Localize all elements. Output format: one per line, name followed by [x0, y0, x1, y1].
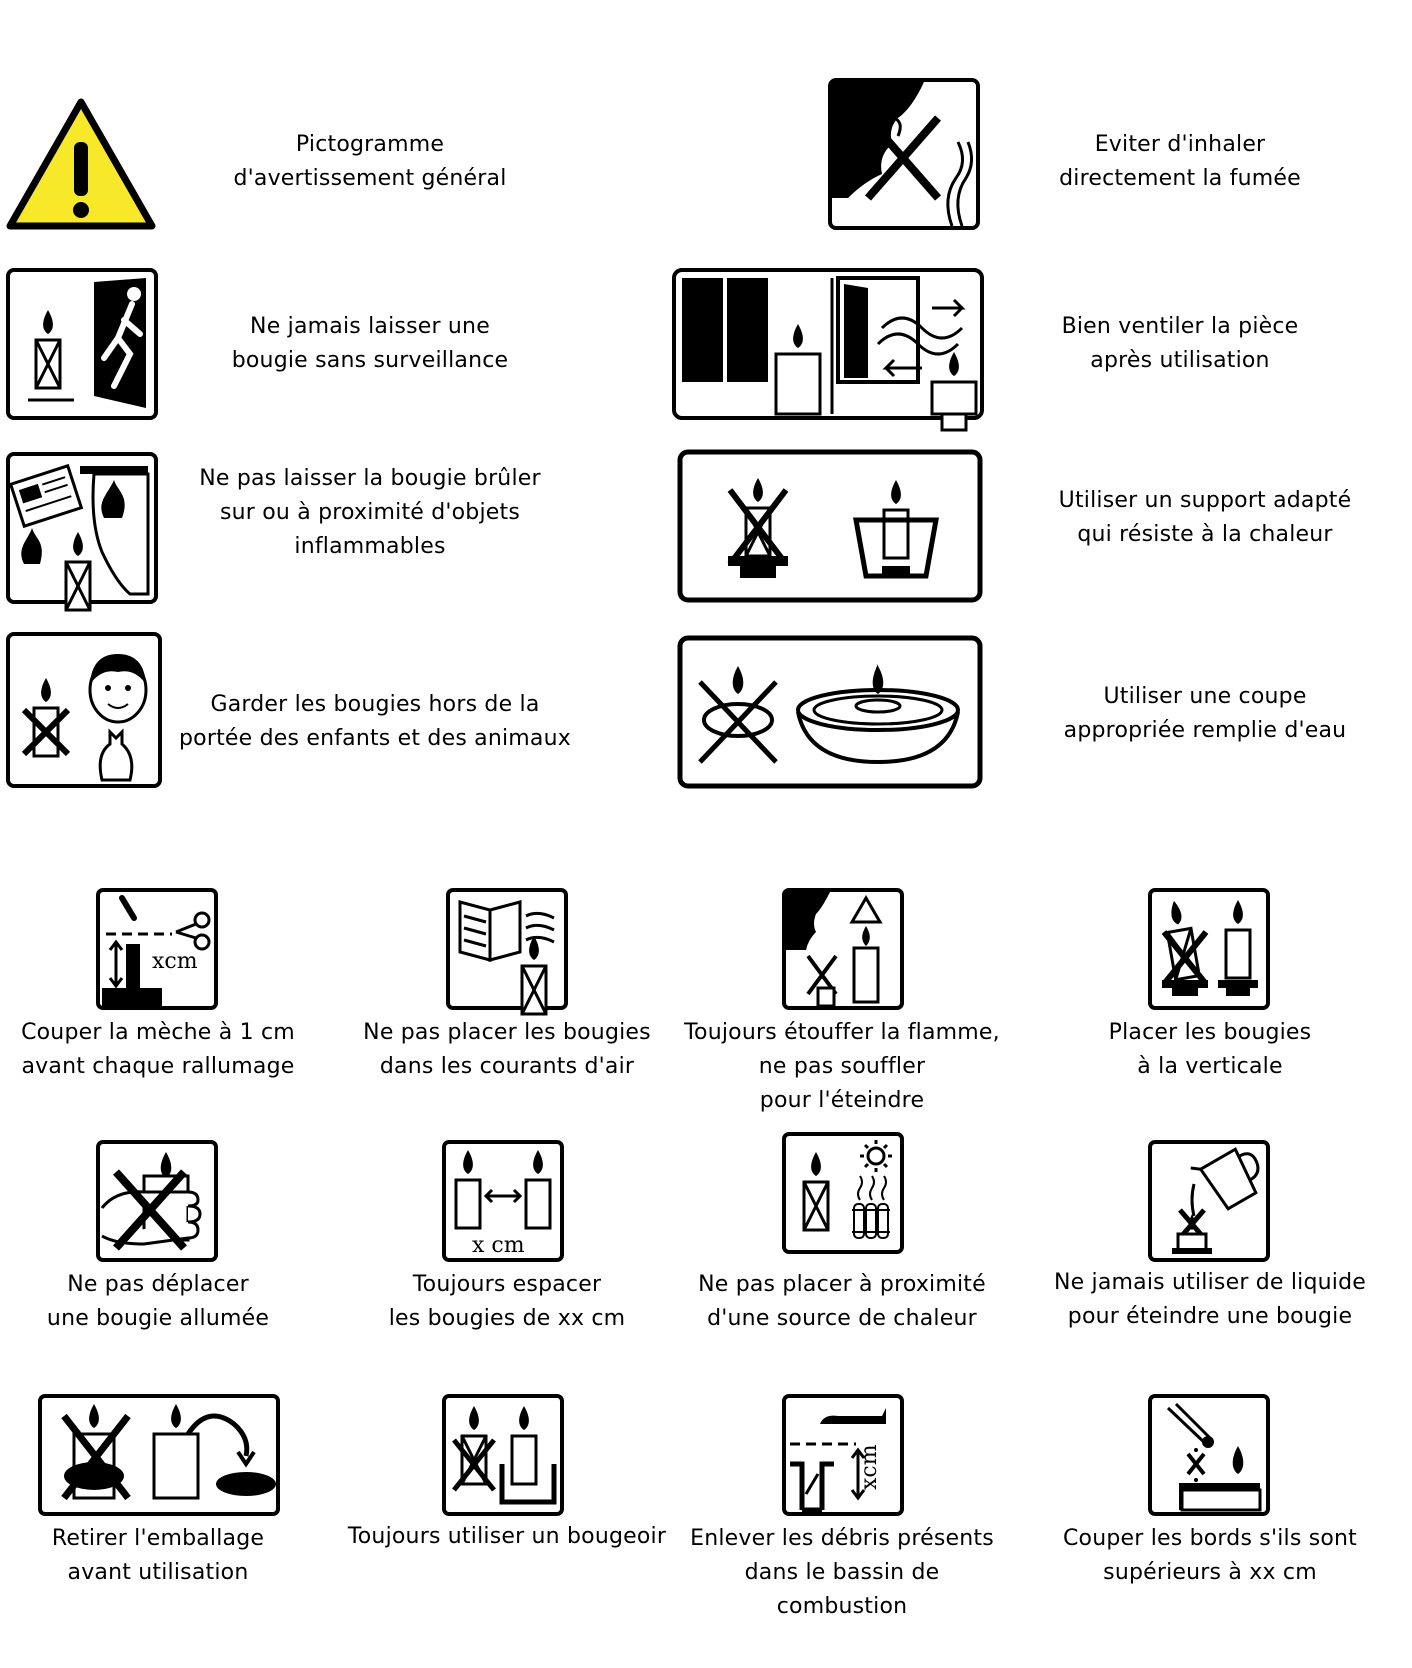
- spacing-icon: [442, 1140, 564, 1262]
- remove-packaging-label: Retirer l'emballage avant utilisation: [51, 1526, 265, 1585]
- place-upright-icon: [1148, 888, 1270, 1010]
- spacing-label: Toujours espacer les bougies de xx cm: [388, 1272, 626, 1331]
- remove-debris-label: Enlever les débris présents dans le bassin de combustion: [690, 1526, 994, 1619]
- general-warning-label: Pictogramme d'avertissement général: [233, 132, 507, 191]
- use-holder-icon: [442, 1394, 564, 1516]
- no-liquid-label: Ne jamais utiliser de liquide pour éteindre une bougie: [1053, 1270, 1367, 1329]
- do-not-move-lit-icon: [96, 1140, 218, 1262]
- trim-wick-icon: [96, 888, 218, 1010]
- no-heat-source-icon: [782, 1132, 904, 1254]
- flammable-objects-label: Ne pas laisser la bougie brûler sur ou à proximité d'objets inflammables: [199, 466, 541, 559]
- no-liquid-icon: [1148, 1140, 1270, 1262]
- no-drafts-label: Ne pas placer les bougies dans les courants d'air: [363, 1020, 651, 1079]
- no-heat-source-label: Ne pas placer à proximité d'une source de chaleur: [698, 1272, 986, 1331]
- never-leave-unattended-icon: [6, 268, 158, 420]
- remove-debris-icon: [782, 1394, 904, 1516]
- water-bowl-icon: [678, 636, 982, 788]
- never-leave-unattended-label: Ne jamais laisser une bougie sans surveillance: [231, 314, 509, 373]
- smother-flame-icon: [782, 888, 904, 1010]
- use-holder-label: Toujours utiliser un bougeoir: [347, 1524, 667, 1549]
- remove-packaging-icon: [38, 1394, 280, 1516]
- spacing-icon-text: x cm: [472, 1233, 525, 1258]
- ventilate-room-label: Bien ventiler la pièce après utilisation: [1061, 314, 1299, 373]
- flammable-objects-icon: [6, 452, 158, 604]
- trim-wick-icon-text: xcm: [152, 949, 198, 974]
- children-animals-icon: [6, 632, 162, 788]
- remove-debris-icon-text: xcm: [857, 1444, 882, 1490]
- trim-edges-icon: [1148, 1394, 1270, 1516]
- water-bowl-label: Utiliser une coupe appropriée remplie d'eau: [1063, 684, 1347, 743]
- trim-edges-label: Couper les bords s'ils sont supérieurs à xx cm: [1063, 1526, 1357, 1585]
- smother-flame-label: Toujours étouffer la flamme, ne pas souffler pour l'éteindre: [684, 1020, 1000, 1113]
- ventilate-room-icon: [672, 268, 984, 420]
- children-animals-label: Garder les bougies hors de la portée des enfants et des animaux: [179, 692, 571, 751]
- no-inhale-smoke-icon: [828, 78, 980, 230]
- heat-resistant-support-icon: [678, 450, 982, 602]
- do-not-move-lit-label: Ne pas déplacer une bougie allumée: [46, 1272, 270, 1331]
- trim-wick-label: Couper la mèche à 1 cm avant chaque rallumage: [21, 1020, 295, 1079]
- general-warning-icon: [6, 98, 156, 230]
- heat-resistant-support-label: Utiliser un support adapté qui résiste à la chaleur: [1058, 488, 1352, 547]
- place-upright-label: Placer les bougies à la verticale: [1108, 1020, 1312, 1079]
- no-inhale-smoke-label: Eviter d'inhaler directement la fumée: [1059, 132, 1301, 191]
- no-drafts-icon: [446, 888, 568, 1010]
